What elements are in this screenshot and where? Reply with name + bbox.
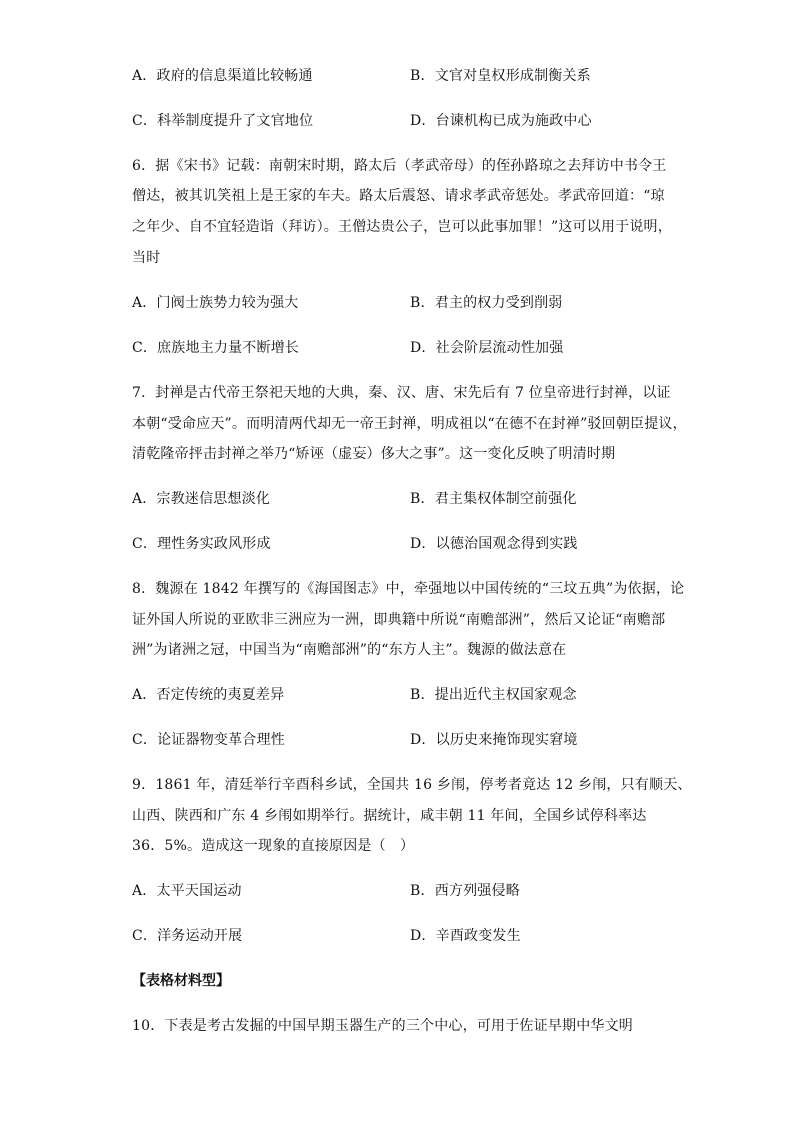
- q7-option-a[interactable]: A．宗教迷信思想淡化: [132, 491, 271, 507]
- q9-option-c[interactable]: C．洋务运动开展: [132, 928, 243, 944]
- q9-stem-line-2: 山西、陕西和广东 4 乡闱如期举行。据统计，咸丰朝 11 年间，全国乡试停科率达: [132, 808, 647, 824]
- q9-option-b[interactable]: B．西方列强侵略: [410, 883, 520, 899]
- q7-stem-line-3: 清乾隆帝抨击封禅之举乃“矫诬（虚妄）侈大之事”。这一变化反映了明清时期: [132, 446, 616, 462]
- q8-stem-line-3: 洲”为诸洲之冠，中国当为“南赡部洲”的“东方人主”。魏源的做法意在: [132, 642, 567, 658]
- q5-option-d[interactable]: D．台谏机构已成为施政中心: [410, 113, 592, 129]
- q10-stem-line-1: 10．下表是考古发掘的中国早期玉器生产的三个中心，可用于佐证早期中华文明: [132, 1018, 634, 1034]
- q7-option-b[interactable]: B．君主集权体制空前强化: [410, 491, 577, 507]
- q9-option-d[interactable]: D．辛酉政变发生: [410, 928, 521, 944]
- q8-option-d[interactable]: D．以历史来掩饰现实窘境: [410, 732, 578, 748]
- q8-option-a[interactable]: A．否定传统的夷夏差异: [132, 687, 285, 703]
- q6-stem-line-3: 之年少、自不宜轻造诣（拜访）。王僧达贵公子，岂可以此事加罪！”这可以用于说明，: [132, 219, 672, 235]
- q6-stem-line-1: 6．据《宋书》记载：南朝宋时期，路太后（孝武帝母）的侄孙路琼之去拜访中书令王: [132, 158, 667, 174]
- q6-stem-line-4: 当时: [132, 250, 161, 266]
- q8-option-c[interactable]: C．论证器物变革合理性: [132, 732, 285, 748]
- q5-option-a[interactable]: A．政府的信息渠道比较畅通: [132, 68, 313, 84]
- q6-option-c[interactable]: C．庶族地主力量不断增长: [132, 340, 300, 356]
- q8-stem-line-2: 证外国人所说的亚欧非三洲应为一洲，即典籍中所说“南赡部洲”，然后又论证“南赡部: [132, 612, 666, 628]
- q6-option-a[interactable]: A．门阀士族势力较为强大: [132, 295, 299, 311]
- q7-stem-line-1: 7．封禅是古代帝王祭祀天地的大典，秦、汉、唐、宋先后有 7 位皇帝进行封禅，以证: [132, 385, 671, 401]
- q8-option-b[interactable]: B．提出近代主权国家观念: [410, 687, 577, 703]
- q6-option-d[interactable]: D．社会阶层流动性加强: [410, 340, 564, 356]
- q9-option-a[interactable]: A．太平天国运动: [132, 883, 242, 899]
- q7-stem-line-2: 本朝“受命应天”。而明清两代却无一帝王封禅，明成祖以“在德不在封禅”驳回朝臣提议，: [132, 416, 687, 432]
- q7-option-d[interactable]: D．以德治国观念得到实践: [410, 536, 578, 552]
- q6-option-b[interactable]: B．君主的权力受到削弱: [410, 295, 563, 311]
- q6-stem-line-2: 僧达，被其讥笑祖上是王家的车夫。路太后震怒、请求孝武帝惩处。孝武帝回道：“琼: [132, 188, 665, 204]
- q9-stem-line-3: 36．5%。造成这一现象的直接原因是（ ）: [132, 838, 415, 854]
- section-heading: 【表格材料型】: [132, 973, 230, 989]
- q9-stem-line-1: 9．1861 年，清廷举行辛酉科乡试，全国共 16 乡闱，停考者竟达 12 乡闱，只有顺天、: [132, 777, 692, 793]
- q5-option-c[interactable]: C．科举制度提升了文官地位: [132, 113, 314, 129]
- q7-option-c[interactable]: C．理性务实政风形成: [132, 536, 271, 552]
- q8-stem-line-1: 8．魏源在 1842 年撰写的《海国图志》中，牵强地以中国传统的“三坟五典”为依据，论: [132, 581, 685, 597]
- q5-option-b[interactable]: B．文官对皇权形成制衡关系: [410, 68, 591, 84]
